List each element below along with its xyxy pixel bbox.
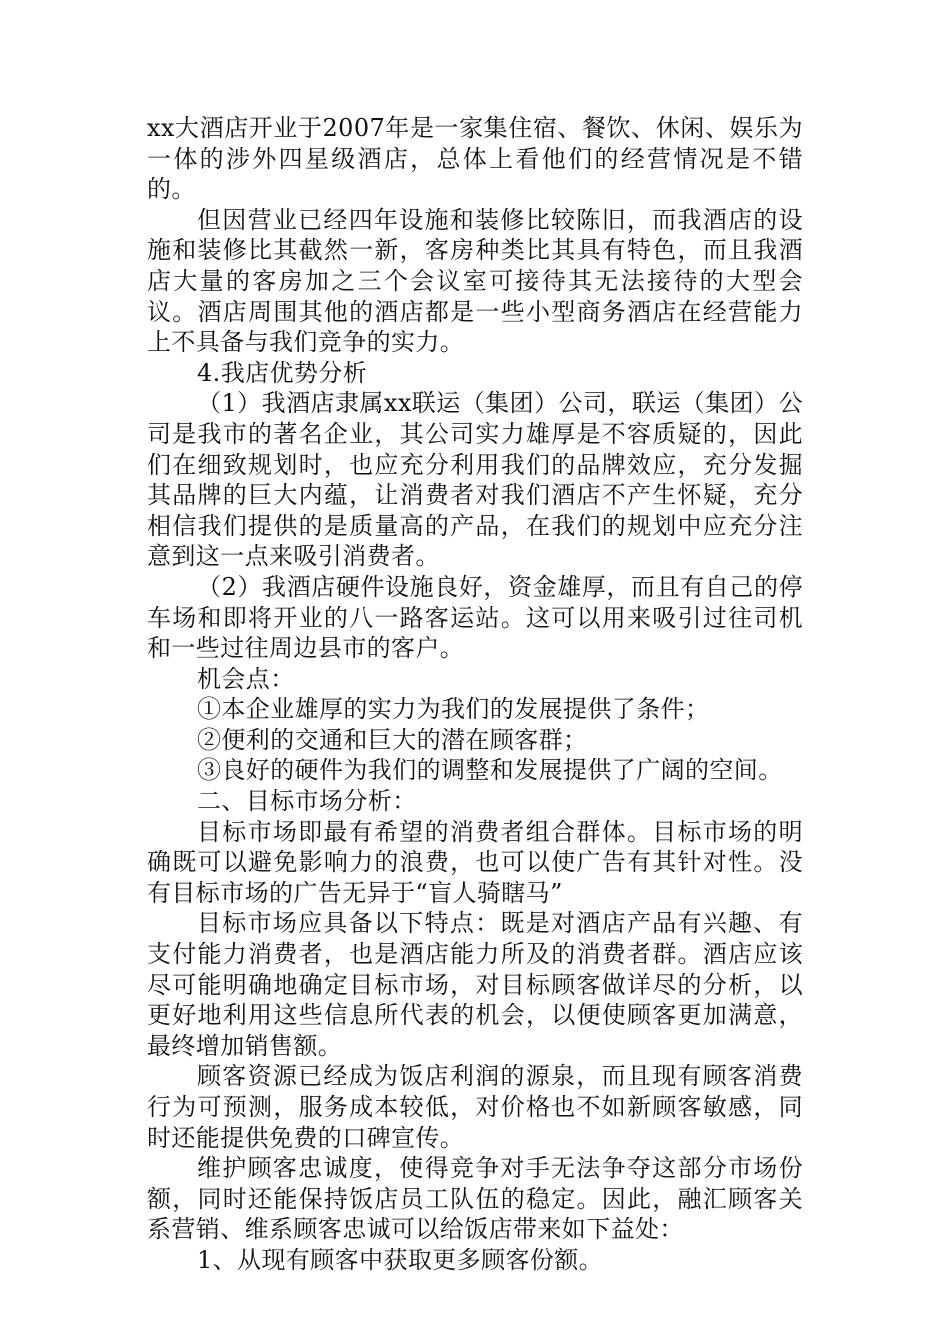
list-item-opportunity-2: ②便利的交通和巨大的潜在顾客群； [197,725,588,754]
paragraph-competitor-comparison: 但因营业已经四年设施和装修比较陈旧，而我酒店的设施和装修比其截然一新，客房种类比其具有特色，而且我酒店大量的客房加之三个会议室可接待其无法接待的大型会议。酒店周围其他的酒店都是一些小型商务酒店在经营能力上不具备与我们竞争的实力。 [147,205,803,357]
list-item-opportunity-3: ③良好的硬件为我们的调整和发展提供了广阔的空间。 [197,756,783,785]
document-body [147,113,803,1276]
paragraph-advantage-1: （1）我酒店隶属xx联运（集团）公司，联运（集团）公司是我市的著名企业，其公司实力雄厚是不容质疑的，因此们在细致规划时，也应充分利用我们的品牌效应，充分发掘其品牌的巨大内蕴，让消费者对我们酒店不产生怀疑，充分相信我们提供的是质量高的产品，在我们的规划中应充分注意到这一点来吸引消费者。 [147,389,803,571]
section-heading-advantages: 4.我店优势分析 [197,358,368,387]
section-heading-target-market: 二、目标市场分析： [197,787,417,816]
heading-opportunities: 机会点： [197,664,295,693]
list-item-benefit-1: 1、从现有顾客中获取更多顾客份额。 [197,1245,604,1274]
paragraph-target-market-features: 目标市场应具备以下特点：既是对酒店产品有兴趣、有支付能力消费者，也是酒店能力所及的消费者群。酒店应该尽可能明确地确定目标市场，对目标顾客做详尽的分析，以更好地利用这些信息所代表的机会，以便使顾客更加满意，最终增加销售额。 [147,909,803,1060]
paragraph-target-market-definition: 目标市场即最有希望的消费者组合群体。目标市场的明确既可以避免影响力的浪费，也可以使广告有其针对性。没有目标市场的广告无异于“盲人骑瞎马” [147,817,803,907]
paragraph-advantage-2: （2）我酒店硬件设施良好，资金雄厚，而且有自己的停车场和即将开业的八一路客运站。这可以用来吸引过往司机和一些过往周边县市的客户。 [147,572,803,663]
list-item-opportunity-1: ①本企业雄厚的实力为我们的发展提供了条件； [197,695,710,724]
paragraph-competitor-intro: xx大酒店开业于2007年是一家集住宿、餐饮、休闲、娱乐为一体的涉外四星级酒店，总体上看他们的经营情况是不错的。 [147,114,803,204]
paragraph-customer-resources: 顾客资源已经成为饭店利润的源泉，而且现有顾客消费行为可预测，服务成本较低，对价格也不如新顾客敏感，同时还能提供免费的口碑宣传。 [147,1062,803,1152]
paragraph-customer-loyalty: 维护顾客忠诚度，使得竞争对手无法争夺这部分市场份额，同时还能保持饭店员工队伍的稳定。因此，融汇顾客关系营销、维系顾客忠诚可以给饭店带来如下益处： [147,1154,803,1244]
